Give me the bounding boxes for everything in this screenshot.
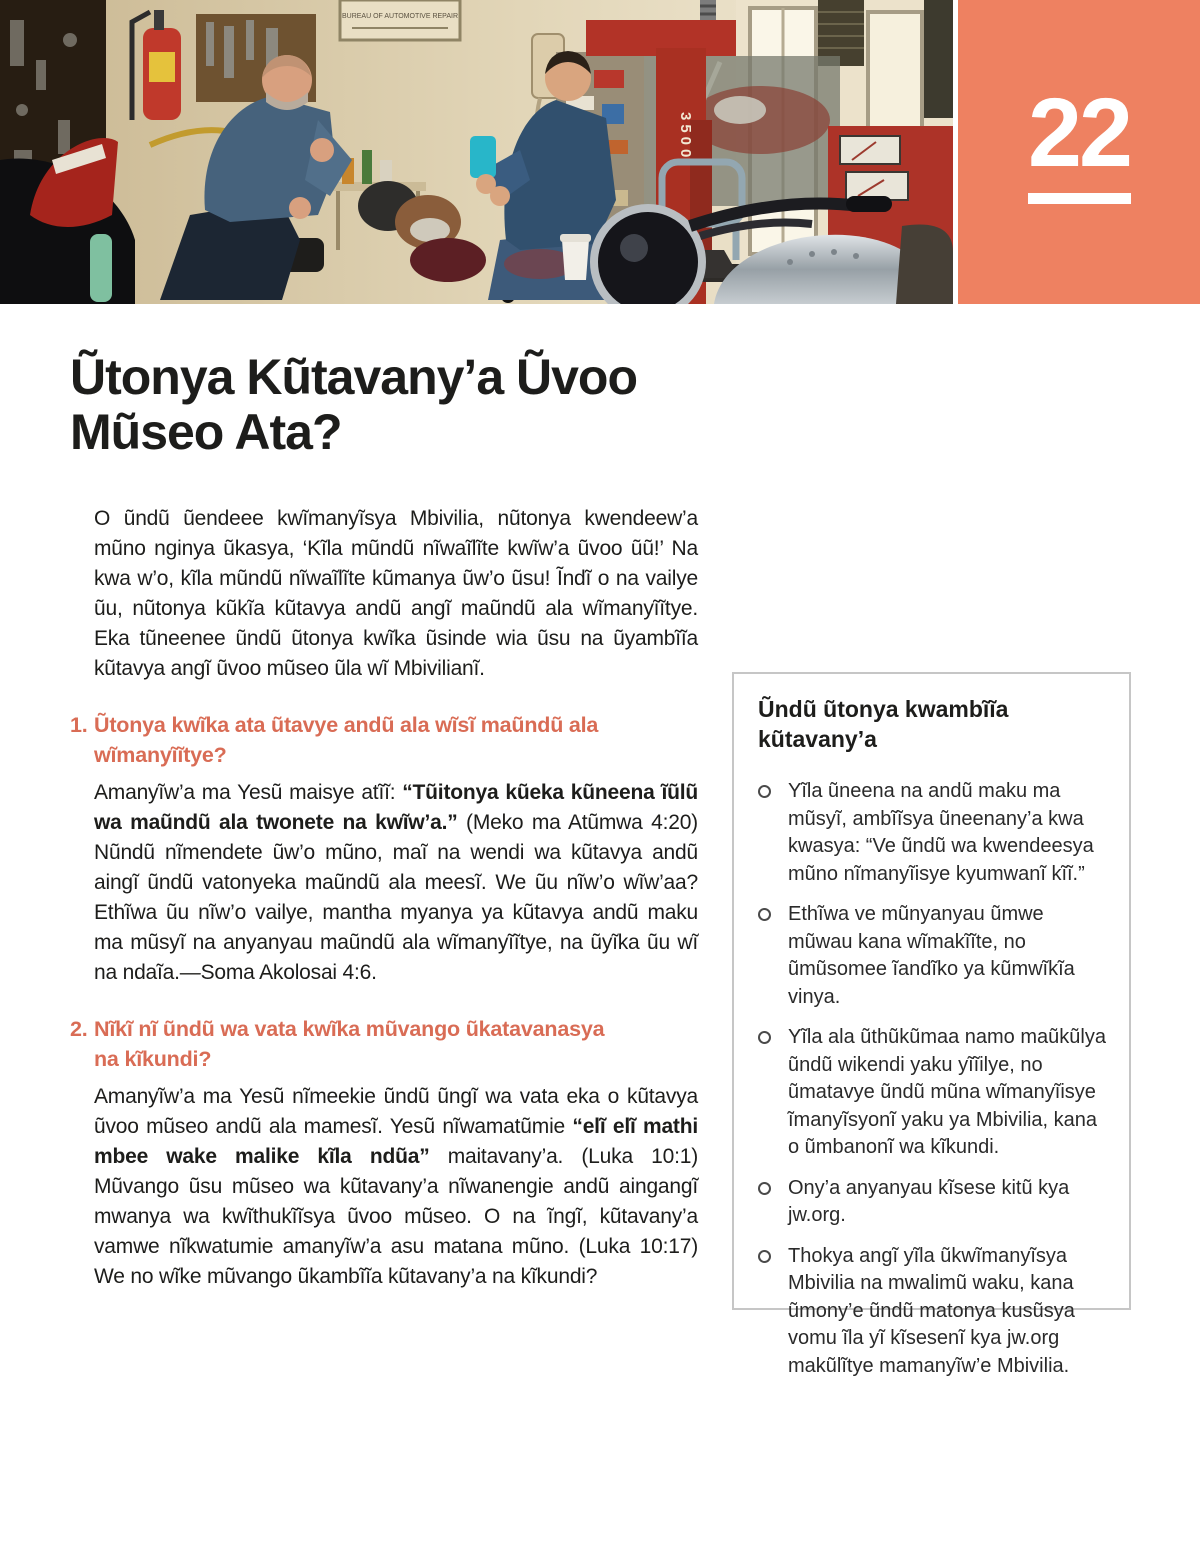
bureau-sign-text: BUREAU OF AUTOMOTIVE REPAIR: [341, 13, 459, 20]
coffee-cup: [560, 234, 591, 280]
question-2-paragraph: Amanyĩw’a ma Yesũ nĩmeekie ũndũ ũngĩ wa vata eka o kũtavya ũvoo mũseo andũ ala mamesĩ. Yesũ nĩwamatũmie “elĩ elĩ mathi mbee wake malike kĩla ndũa” maitavany’a. (Luka 10:1) Mũvango ũsu mũseo wa kũtavany’a nĩwanengie andũ aingangĩ mwanya wa kwĩthukĩĩsya ũvoo mũseo. O na ĩngĩ, kũtavany’a vamwe nĩkwatumie amanyĩw’a asu matana mũno. (Luka 10:17) We no wĩke mũvango ũkambĩĩa kũtavany’a na kĩkundi?: [94, 1085, 698, 1288]
garage-photo: [0, 0, 953, 304]
bullet-circle-icon: [758, 901, 788, 1011]
question-2-text: Nĩkĩ nĩ ũndũ wa vata kwĩka mũvango ũkatavanasya na kĩkundi?: [94, 1017, 605, 1071]
garage-photo-illustration: [0, 0, 953, 304]
bullet-text: Yĩla ũneena na andũ maku ma mũsyĩ, ambĩĩsya ũneenany’a kwa kwasya: “Ve ũndũ wa kwendeesya mũno nĩmanyĩisye kyumwanĩ kĩĩ.”: [788, 780, 1094, 885]
list-item: [758, 1175, 1109, 1230]
bullet-circle-icon: [758, 778, 788, 888]
question-1-heading: [70, 710, 698, 770]
question-2-heading: [70, 1014, 698, 1074]
list-item: [758, 901, 1109, 1011]
question-1-paragraph: Amanyĩw’a ma Yesũ maisye atĩĩ: “Tũitonya kũeka kũneena ĩũlũ wa maũndũ ala twonete na kwĩw’a.” (Meko ma Atũmwa 4:20) Nũndũ nĩmendete ũw’o mũno, maĩ na wendi wa kũtavya andũ aingĩ ũndũ vatonyeka maũndũ ala meesĩ. We ũu nĩw’o wĩw’aa? Ethĩwa ũu nĩw’o vailye, mantha myanya ya kũtavya andũ maku ma mũsyĩ na anyanyau maũndũ ala wĩmanyĩĩtye, na ũyĩka ũu wĩ na ndaĩa.—Soma Akolosai 4:6.: [94, 781, 698, 984]
article: [70, 350, 698, 1292]
chapter-block: [958, 0, 1200, 304]
bullet-text: Ony’a anyanyau kĩsese kitũ kya jw.org.: [788, 1176, 1070, 1226]
motorcycle-left: [0, 138, 135, 304]
sidebar-box: [732, 672, 1131, 1377]
question-1-number: 1.: [70, 713, 88, 737]
tire-machine-label: 3500: [677, 112, 694, 162]
chapter-number: 22: [1028, 78, 1130, 187]
sidebar-box-title: Ũndũ ũtonya kwambĩĩa kũtavany’a: [758, 696, 1009, 752]
bullet-text: Ethĩwa ve mũnyanyau ũmwe mũwau kana wĩmakĩĩte, no ũmũsomee ĩandĩko ya kũmwĩkĩa vinya.: [788, 903, 1075, 1008]
bullet-circle-icon: [758, 1175, 788, 1230]
bullet-circle-icon: [758, 1024, 788, 1162]
list-item: [758, 1024, 1109, 1162]
bullet-text: Yĩla ala ũthũkũmaa namo maũkũlya ũndũ wikendi yaku yĩĩilye, no ũmatavye ũndũ mũna wĩmanyĩisye ĩmanyĩsyonĩ yaku ya Mbivilia, kana o ũmbanonĩ wa kĩkundi.: [788, 1026, 1106, 1158]
list-item: [758, 778, 1109, 888]
question-1-text: Ũtonya kwĩka ata ũtavye andũ ala wĩsĩ maũndũ ala wĩmanyĩĩtye?: [94, 713, 599, 767]
bullet-text: Thokya angĩ yĩla ũkwĩmanyĩsya Mbivilia na mwalimũ waku, kana ũmony’e ũndũ matonya kusũsya vomu ĩla yĩ kĩsesenĩ kya jw.org makũlĩtye mamanyĩw’e Mbivilia.: [788, 1244, 1075, 1377]
chapter-underline: [1028, 193, 1131, 204]
bureau-sign: [340, 0, 460, 40]
bullet-circle-icon: [758, 1243, 788, 1381]
page-title: Ũtonya Kũtavany’a Ũvoo Mũseo Ata?: [70, 349, 638, 460]
question-2-number: 2.: [70, 1017, 88, 1041]
intro-paragraph: O ũndũ ũendeee kwĩmanyĩsya Mbivilia, nũtonya kwendeew’a mũno nginya ũkasya, ‘Kĩla mũndũ nĩwaĩlĩte kwĩw’a ũvoo ũũ!’ Na kwa w’o, kĩla mũndũ nĩwaĩlĩte kũmanya ũw’o ũsu! Ĩndĩ o na vailye ũu, nũtonya kũkĩa kũtavya andũ angĩ maũndũ ala wĩmanyĩĩtye. Eka tũneenee ũndũ ũtonya kwĩka ũsinde wia ũsu na ũyambĩĩa kũtavya angĩ ũvoo mũseo ũla wĩ Mbivilianĩ.: [94, 507, 698, 680]
sidebar-bullet-list: [758, 778, 1109, 1380]
list-item: [758, 1243, 1109, 1381]
